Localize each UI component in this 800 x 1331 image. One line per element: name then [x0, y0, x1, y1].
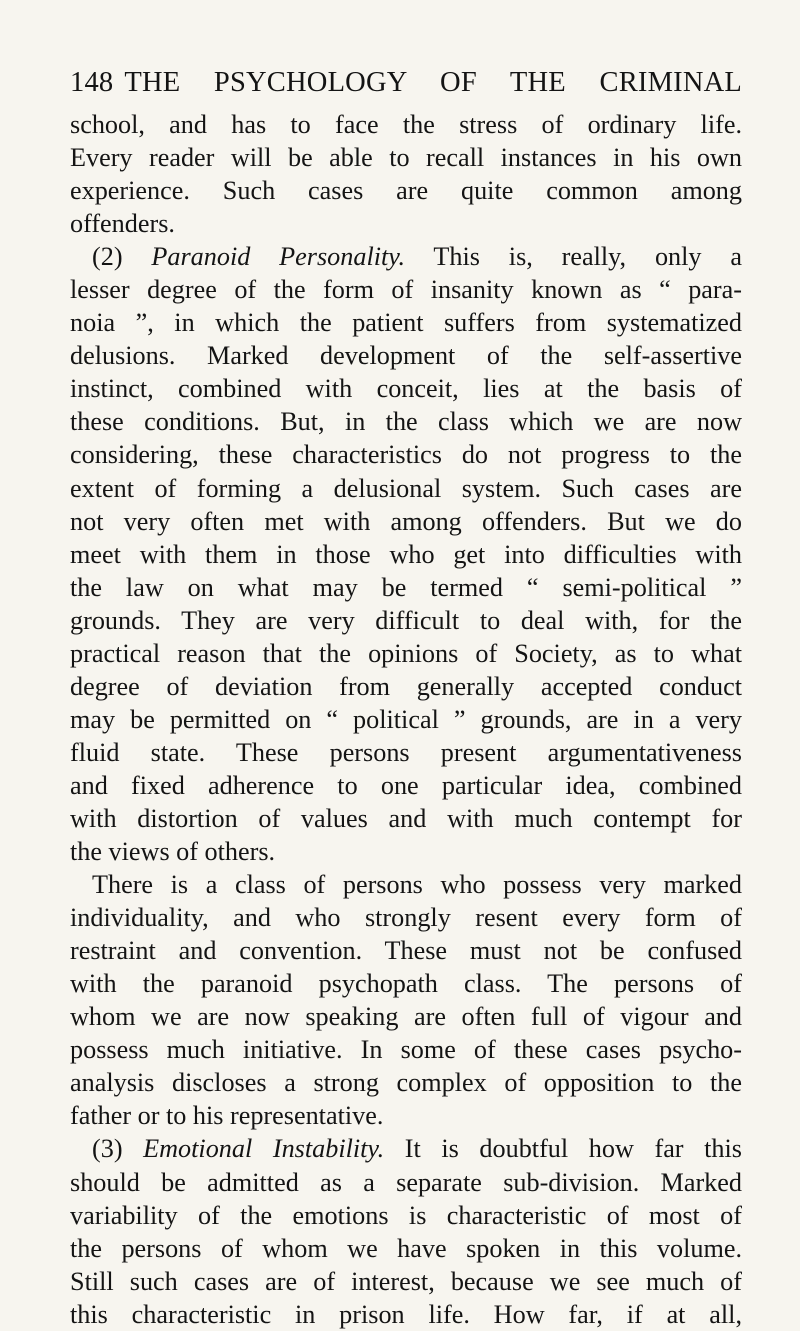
text-line: restraint and convention. These must not be confused	[70, 936, 742, 966]
section-text: This is, really, only a	[405, 242, 742, 272]
text-line: meet with them in those who get into difficulties with	[70, 539, 742, 569]
text-line: with the paranoid psychopath class. The persons of	[70, 969, 742, 999]
text-line: and fixed adherence to one particular idea, combined	[70, 770, 742, 800]
section-text: It is doubtful how far this	[384, 1134, 742, 1164]
running-head	[70, 62, 742, 104]
text-line: should be admitted as a separate sub-division. Marked	[70, 1167, 742, 1197]
text-line: experience. Such cases are quite common among	[70, 176, 742, 206]
text-line: school, and has to face the stress of ordinary life.	[70, 110, 742, 139]
text-line: individuality, and who strongly resent every form of	[70, 903, 742, 933]
text-line: the persons of whom we have spoken in this volume.	[70, 1233, 742, 1263]
body-text	[70, 108, 742, 1331]
section-heading: Emotional Instability.	[143, 1134, 385, 1164]
text-line: not very often met with among offenders. But we do	[70, 506, 742, 536]
text-line: delusions. Marked development of the self-assertive	[70, 341, 742, 371]
text-line: possess much initiative. In some of these cases psycho-	[70, 1035, 742, 1065]
text-line: with distortion of values and with much contempt for	[70, 803, 742, 833]
text-line: offenders.	[70, 209, 175, 239]
text-line: There is a class of persons who possess very marked	[92, 870, 742, 900]
section-number: (3)	[92, 1134, 144, 1164]
section-heading-line	[70, 1132, 742, 1165]
section-heading-line	[70, 240, 742, 273]
text-line: Every reader will be able to recall instances in his own	[70, 143, 742, 173]
running-title: THE PSYCHOLOGY OF THE CRIMINAL	[124, 67, 742, 98]
text-line: degree of deviation from generally accepted conduct	[70, 671, 742, 701]
text-line: noia ”, in which the patient suffers from systematized	[70, 308, 742, 338]
section-heading: Paranoid Personality.	[151, 242, 406, 272]
text-line: father or to his representative.	[70, 1101, 384, 1131]
text-line: analysis discloses a strong complex of opposition to the	[70, 1068, 742, 1098]
text-line: this characteristic in prison life. How far, if at all,	[70, 1299, 742, 1329]
text-line: whom we are now speaking are often full of vigour and	[70, 1002, 742, 1032]
text-line: considering, these characteristics do not progress to the	[70, 440, 742, 470]
text-line: lesser degree of the form of insanity known as “ para-	[70, 275, 742, 305]
text-line: fluid state. These persons present argumentativeness	[70, 737, 742, 767]
section-number: (2)	[92, 242, 152, 272]
text-line: these conditions. But, in the class which we are now	[70, 407, 742, 437]
text-line: the law on what may be termed “ semi-political ”	[70, 572, 742, 602]
text-line: the views of others.	[70, 837, 276, 867]
text-line: grounds. They are very difficult to deal with, for the	[70, 605, 742, 635]
page-number: 148	[70, 67, 114, 98]
text-line: variability of the emotions is characteristic of most of	[70, 1200, 742, 1230]
text-line: may be permitted on “ political ” grounds, are in a very	[70, 704, 742, 734]
text-line: extent of forming a delusional system. Such cases are	[70, 473, 742, 503]
text-line: Still such cases are of interest, because we see much of	[70, 1266, 742, 1296]
text-line: practical reason that the opinions of Society, as to what	[70, 638, 742, 668]
text-line: instinct, combined with conceit, lies at the basis of	[70, 374, 742, 404]
